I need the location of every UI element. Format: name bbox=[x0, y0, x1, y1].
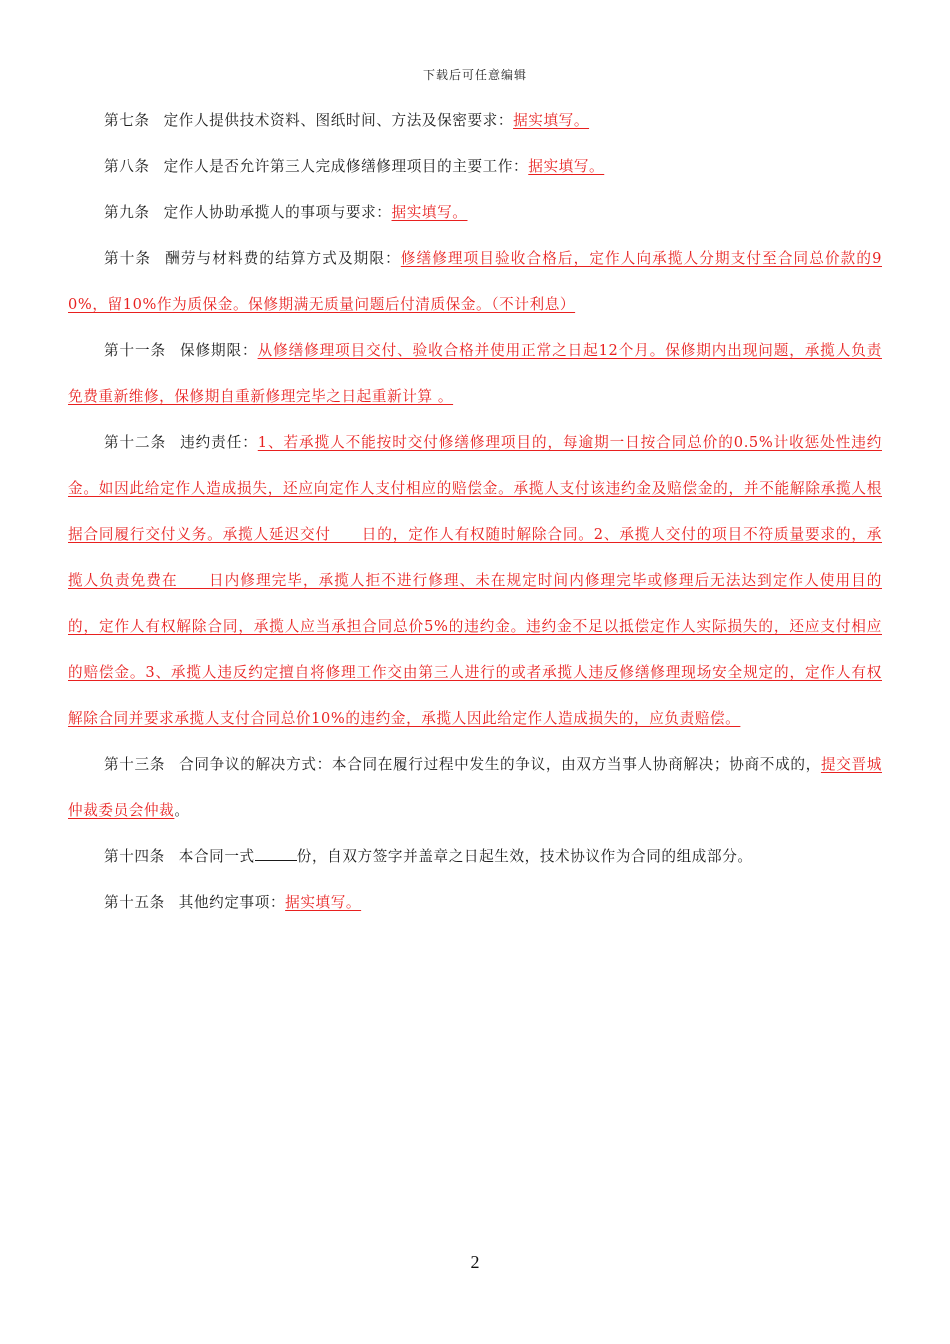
article-label: 定作人协助承揽人的事项与要求： bbox=[163, 204, 392, 221]
article-label: 其他约定事项： bbox=[178, 894, 286, 911]
article-label-post: 份，自双方签字并盖章之日起生效，技术协议作为合同的组成部分。 bbox=[296, 848, 753, 865]
filled-value: 据实填写。 bbox=[528, 158, 605, 175]
article-label: 违约责任： bbox=[180, 434, 258, 451]
article-number: 第十条 bbox=[104, 250, 152, 267]
article-number: 第八条 bbox=[104, 158, 150, 175]
article-number: 第九条 bbox=[104, 204, 150, 221]
filled-value: 据实填写。 bbox=[391, 204, 468, 221]
article-11 bbox=[68, 328, 882, 420]
filled-value: 从修缮修理项目交付、验收合格并使用正常之日起12个月。保修期内出现问题，承揽人负责免费重新维修，保修期自重新修理完毕之日起重新计算 。 bbox=[68, 342, 882, 405]
article-number: 第七条 bbox=[104, 112, 150, 129]
article-number: 第十五条 bbox=[104, 894, 165, 911]
article-number: 第十一条 bbox=[104, 342, 167, 359]
article-13 bbox=[68, 742, 882, 834]
page-number: 2 bbox=[470, 1252, 480, 1272]
filled-value: 1、若承揽人不能按时交付修缮修理项目的，每逾期一日按合同总价的0.5%计收惩处性违约金。如因此给定作人造成损失，还应向定作人支付相应的赔偿金。承揽人支付该违约金及赔偿金的，并不能解除承揽人根据合同履行交付义务。承揽人延迟交付 日的，定作人有权随时解除合同。2、承揽人交付的项目不符质量要求的，承揽人负责免费在 日内修理完毕，承揽人拒不进行修理、未在规定时间内修理完毕或修理后无法达到定作人使用目的的，定作人有权解除合同，承揽人应当承担合同总价5%的违约金。违约金不足以抵偿定作人实际损失的，还应支付相应的赔偿金。3、承揽人违反约定擅自将修理工作交由第三人进行的或者承揽人违反修缮修理现场安全规定的，定作人有权解除合同并要求承揽人支付合同总价10%的违约金，承揽人因此给定作人造成损失的，应负责赔偿。 bbox=[68, 434, 882, 727]
article-number: 第十二条 bbox=[104, 434, 167, 451]
article-number: 第十三条 bbox=[104, 756, 166, 773]
header-note: 下载后可任意编辑 bbox=[422, 68, 527, 82]
article-10 bbox=[68, 236, 882, 328]
filled-value: 据实填写。 bbox=[285, 894, 362, 911]
article-label: 定作人提供技术资料、图纸时间、方法及保密要求： bbox=[163, 112, 514, 129]
article-8 bbox=[68, 144, 882, 190]
filled-value: 修缮修理项目验收合格后，定作人向承揽人分期支付至合同总价款的90%，留10%作为质保金。保修期满无质量问题后付清质保金。（不计利息） bbox=[68, 250, 882, 313]
article-label: 定作人是否允许第三人完成修缮修理项目的主要工作： bbox=[163, 158, 529, 175]
article-14 bbox=[68, 834, 882, 880]
article-7 bbox=[68, 98, 882, 144]
article-12 bbox=[68, 420, 882, 742]
article-number: 第十四条 bbox=[104, 848, 165, 865]
contract-body bbox=[68, 98, 882, 926]
copies-blank-field[interactable] bbox=[255, 846, 297, 861]
article-9 bbox=[68, 190, 882, 236]
filled-value: 提交晋城仲裁委员会仲裁 bbox=[68, 756, 882, 819]
article-15 bbox=[68, 880, 882, 926]
filled-value: 据实填写。 bbox=[513, 112, 590, 129]
article-label: 合同争议的解决方式：本合同在履行过程中发生的争议，由双方当事人协商解决；协商不成的， bbox=[179, 756, 821, 773]
article-tail: 。 bbox=[174, 802, 190, 819]
article-label: 酬劳与材料费的结算方式及期限： bbox=[165, 250, 401, 267]
article-label: 保修期限： bbox=[180, 342, 258, 359]
article-label-pre: 本合同一式 bbox=[178, 848, 255, 865]
